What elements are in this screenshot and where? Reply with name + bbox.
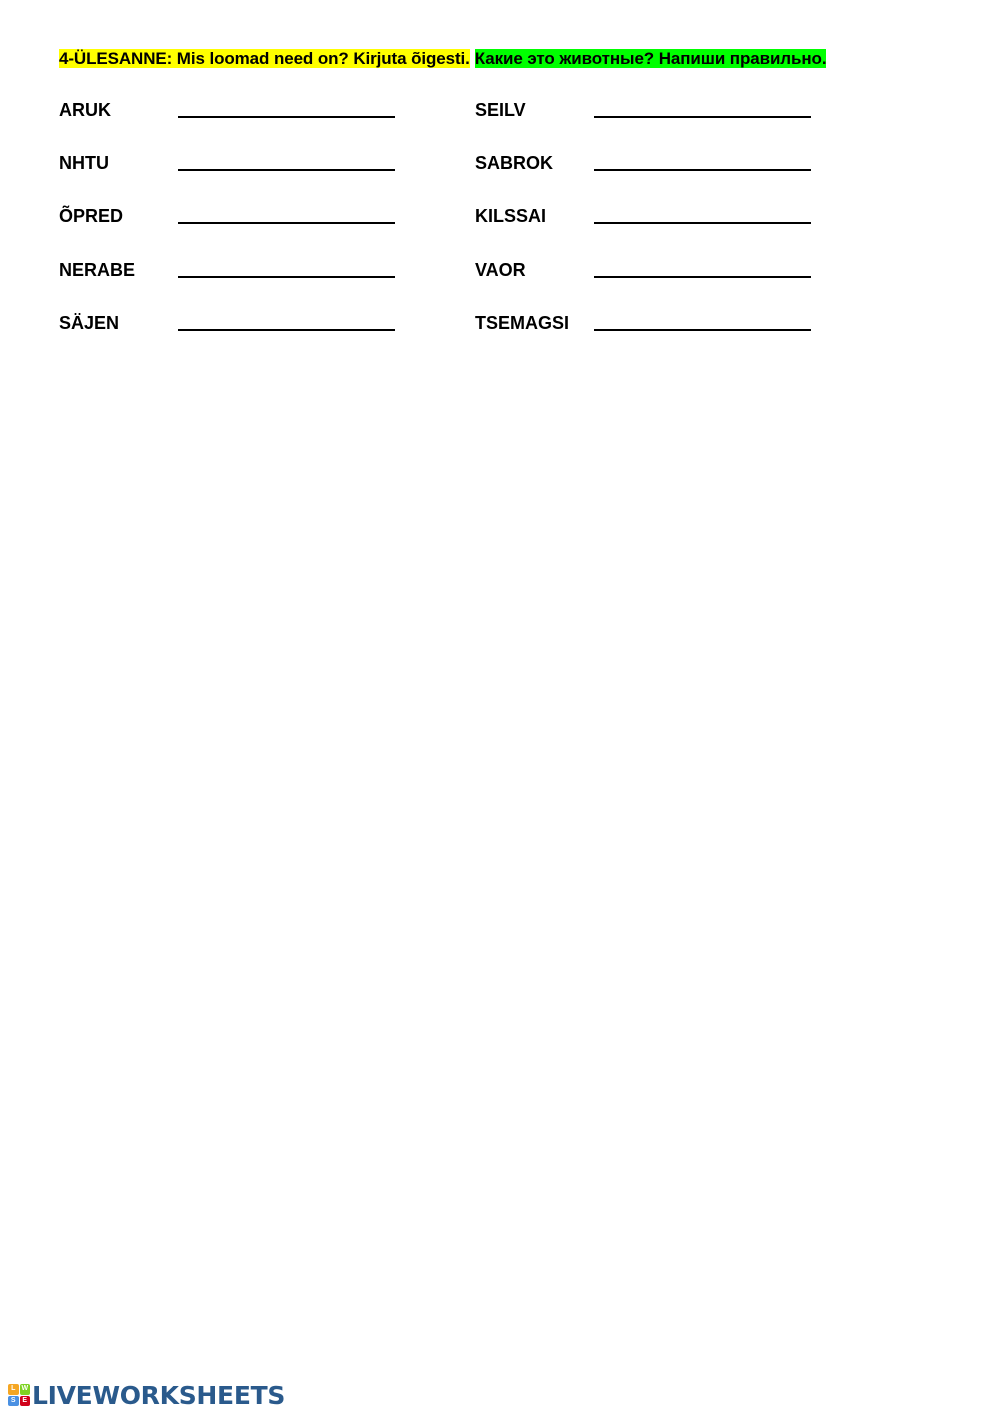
scrambled-word: SEILV <box>475 100 526 120</box>
answer-blank[interactable] <box>594 276 811 278</box>
scrambled-word: NHTU <box>59 153 109 173</box>
scrambled-word: SÄJEN <box>59 313 120 333</box>
scrambled-word: SABROK <box>475 153 554 173</box>
scrambled-word: KILSSAI <box>475 206 547 226</box>
logo-icon-letter: E <box>20 1396 31 1407</box>
scrambled-word: VAOR <box>475 260 526 280</box>
instruction-estonian: 4-ÜLESANNE: Mis loomad need on? Kirjuta õigesti. <box>59 49 470 68</box>
logo-text: LIVEWORKSHEETS <box>32 1380 286 1410</box>
answer-blank[interactable] <box>594 329 811 331</box>
logo-icon-letter: S <box>8 1396 19 1407</box>
task-instruction <box>59 47 826 71</box>
answer-blank[interactable] <box>594 116 811 118</box>
answer-blank[interactable] <box>178 222 395 224</box>
scrambled-word: ARUK <box>59 100 111 120</box>
answer-blank[interactable] <box>178 276 395 278</box>
liveworksheets-logo <box>8 1380 285 1410</box>
answer-blank[interactable] <box>178 169 395 171</box>
answer-blank[interactable] <box>594 169 811 171</box>
instruction-russian: Какие это животные? Напиши правильно. <box>474 49 827 68</box>
scrambled-word: TSEMAGSI <box>475 313 570 333</box>
logo-icon-letter: W <box>20 1384 31 1395</box>
answer-blank[interactable] <box>178 116 395 118</box>
scrambled-word: NERABE <box>59 260 136 280</box>
scrambled-word: ÕPRED <box>59 206 124 226</box>
answer-blank[interactable] <box>594 222 811 224</box>
logo-icon <box>8 1384 30 1406</box>
logo-icon-letter: L <box>8 1384 19 1395</box>
answer-blank[interactable] <box>178 329 395 331</box>
